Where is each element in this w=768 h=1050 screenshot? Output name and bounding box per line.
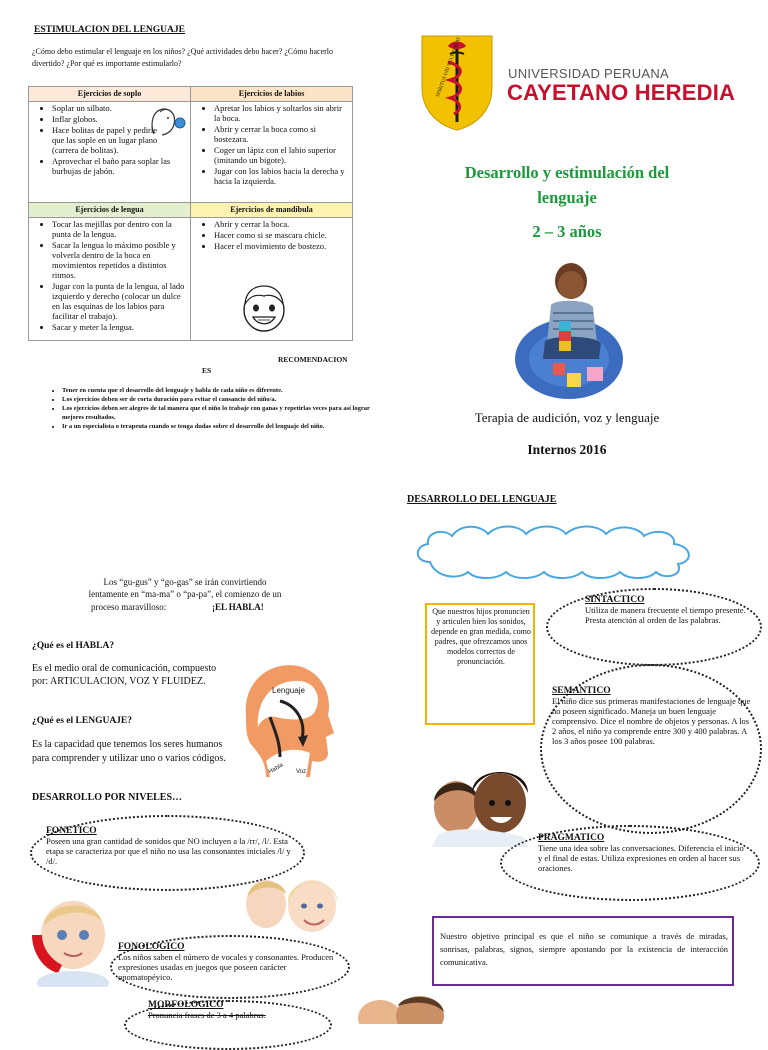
morfologico-box bbox=[148, 1000, 328, 1020]
lengua-item: • Sacar la lengua lo máximo posible y volverla dentro de la boca en movimientos repetidos a distintos ritmos. bbox=[52, 240, 187, 280]
baby-phone-photo bbox=[28, 895, 118, 987]
labios-item: • Coger un lápiz con el labio superior (imitando un bigote). bbox=[214, 145, 349, 165]
blowing-face-icon bbox=[146, 104, 186, 140]
lengua-cell bbox=[29, 218, 191, 341]
brochure-title bbox=[420, 160, 714, 210]
recs-title-b: ES bbox=[202, 366, 212, 375]
fonetico-box bbox=[46, 826, 294, 866]
age-range: 2 – 3 años bbox=[532, 222, 602, 241]
gugus-text bbox=[40, 576, 330, 600]
semantico-box bbox=[552, 686, 752, 746]
purple-box-text: Nuestro objetivo principal es que el niño se comunique a través de miradas, sonrisas, palabras, signos, siempre apostando por la existencia de interacción comunicativa. bbox=[440, 931, 728, 967]
labios-cell bbox=[191, 102, 353, 203]
whispering-kids-photo bbox=[244, 872, 344, 938]
soplo-item: • Soplar un silbato. bbox=[52, 103, 147, 113]
mandibula-cell bbox=[191, 218, 353, 341]
head-label-lenguaje: Lenguaje bbox=[272, 686, 305, 695]
semantico-text: El niño dice sus primeras manifestaciones de lenguaje que no poseen significado. Maneja un buen lenguaje comprensivo. Dice el nombre de objetos y personas. A los 2 años, el niño ya comprende entre 300 y 400 palabras. A los 3 años posee 100 palabras. bbox=[552, 696, 751, 746]
morfologico-text: Pronuncia frases de 3 a 4 palabras. bbox=[148, 1010, 266, 1020]
pragmatico-title: PRAGMATICO bbox=[538, 833, 605, 843]
fonologico-text: Los niños saben el número de vocales y consonantes. Producen expresiones usadas en juegos que poseen carácter onomatopéyico. bbox=[118, 952, 334, 982]
el-habla: ¡EL HABLA! bbox=[212, 602, 264, 612]
lengua-header: Ejercicios de lengua bbox=[29, 203, 191, 218]
left-heading: ESTIMULACION DEL LENGUAJE bbox=[34, 25, 185, 35]
labios-header: Ejercicios de labios bbox=[191, 87, 353, 102]
head-label-habla: Habla bbox=[267, 762, 285, 776]
lengua-item: • Jugar con la punta de la lengua, al lado izquierdo y derecho (colocar un dulce en las esquinas de los labios para facilitar el trabajo). bbox=[52, 281, 187, 321]
soplo-item: • Inflar globos. bbox=[52, 114, 147, 124]
rec-item: • Los ejercicios deben ser alegres de tal manera que el niño lo trabaje con ganas y repetirlas veces para así lograr mejores resultados. bbox=[62, 404, 372, 422]
smiling-boy-face-icon bbox=[236, 280, 292, 336]
a-habla: Es el medio oral de comunicación, compuesto por: ARTICULACION, VOZ Y FLUIDEZ. bbox=[32, 663, 217, 687]
head-speech-illustration bbox=[236, 657, 336, 785]
soplo-item: • Hace bolitas de papel y pedirle que las sople en un lugar plano (carrera de bolitas). bbox=[52, 125, 165, 155]
semantico-title: SEMANTICO bbox=[552, 686, 611, 696]
yellow-box-text: Que nuestros hijos pronuncien y articulen bien los sonidos, depende en gran medida, como padres, que ofrezcamos unos modelos correctos de pronunciación. bbox=[431, 607, 531, 666]
soplo-cell bbox=[29, 102, 191, 203]
desarrollo-heading: DESARROLLO DEL LENGUAJE bbox=[407, 494, 557, 505]
mandibula-item: • Hacer el movimiento de bostezo. bbox=[214, 241, 349, 251]
recommendations-list bbox=[40, 386, 372, 431]
sintactico-title: SINTACTICO bbox=[585, 595, 645, 605]
lengua-item: • Sacar y meter la lengua. bbox=[52, 322, 187, 332]
fonetico-text: Poseen una gran cantidad de sonidos que NO incluyen a la /rr/, /l/. Esta etapa se caracteriza por que el niño no usa las consonantes iniciales /l/ y /d/. bbox=[46, 836, 291, 866]
soplo-item: • Aprovechar el baño para soplar las burbujas de jabón. bbox=[52, 156, 187, 176]
title-line1: Desarrollo y estimulación del bbox=[464, 163, 670, 182]
niveles-heading: DESARROLLO POR NIVELES… bbox=[32, 792, 183, 803]
university-name-line1: UNIVERSIDAD PERUANA bbox=[508, 66, 670, 81]
rec-item: • Ir a un especialista o terapeuta cuando se tenga dudas sobre el desarrollo del lenguaje del niño. bbox=[62, 422, 372, 431]
internos-label: Internos 2016 bbox=[527, 442, 607, 457]
fonetico-title: FONETICO bbox=[46, 826, 97, 836]
cloud-shape bbox=[410, 518, 700, 582]
a-lenguaje: Es la capacidad que tenemos los seres humanos para comprender y utilizar uno o varios códigos. bbox=[32, 739, 226, 764]
therapy-label: Terapia de audición, voz y lenguaje bbox=[474, 410, 660, 425]
labios-item: • Jugar con los labios hacia la derecha y hacia la izquierda. bbox=[214, 166, 349, 186]
sintactico-text: Utiliza de manera frecuente el tiempo presente. Presta atención al orden de las palabras. bbox=[585, 605, 746, 625]
fonologico-title: FONOLOGICO bbox=[118, 942, 185, 952]
seal-motto: SPIRITUS UBI VULT SPIRAT bbox=[435, 36, 463, 98]
gugus-end: proceso maravilloso: bbox=[91, 602, 167, 612]
child-blocks-photo bbox=[515, 255, 623, 399]
recs-title-a: RECOMENDACION bbox=[278, 355, 348, 364]
head-label-voz: Voz bbox=[296, 769, 307, 775]
exercise-table bbox=[28, 86, 353, 341]
q-habla: ¿Qué es el HABLA? bbox=[32, 641, 115, 651]
pragmatico-box bbox=[538, 833, 748, 873]
gugus-line: Los “gu-gus” y “go-gas” se irán convirtiendo bbox=[103, 577, 267, 587]
morfologico-title: MORFOLOGICO bbox=[148, 1000, 224, 1010]
university-seal-logo bbox=[418, 32, 496, 132]
university-name-line2: CAYETANO HEREDIA bbox=[507, 80, 736, 105]
labios-item: • Apretar los labios y soltarlos sin abrir la boca. bbox=[214, 103, 349, 123]
two-kids-photo bbox=[428, 765, 534, 847]
bottom-kids-photo bbox=[350, 992, 450, 1024]
intro-text: ¿Cómo debo estimular el lenguaje en los niños? ¿Qué actividades debo hacer? ¿Cómo hacerlo divertido? ¿Por qué es importante estimularlo? bbox=[32, 47, 334, 68]
mandibula-item: • Hacer como si se mascara chicle. bbox=[214, 230, 349, 240]
sintactico-box bbox=[585, 595, 757, 625]
q-lenguaje: ¿Qué es el LENGUAJE? bbox=[32, 716, 133, 726]
mandibula-header: Ejercicios de mandíbula bbox=[191, 203, 353, 218]
title-line2: lenguaje bbox=[537, 188, 597, 207]
pragmatico-text: Tiene una idea sobre las conversaciones. Diferencia el inicio y el final de estas. Utiliza expresiones en orden al hacer sus oraciones. bbox=[538, 843, 744, 873]
lengua-item: • Tocar las mejillas por dentro con la punta de la lengua. bbox=[52, 219, 187, 239]
soplo-header: Ejercicios de soplo bbox=[29, 87, 191, 102]
gugus-line: lentamente en “ma-ma” o “pa-pa”, el comienzo de un bbox=[88, 589, 282, 599]
rec-item: • Los ejercicios deben ser de corta duración para evitar el cansancio del niño/a. bbox=[62, 395, 372, 404]
rec-item: • Tener en cuenta que el desarrollo del lenguaje y habla de cada niño es diferente. bbox=[62, 386, 372, 395]
mandibula-item: • Abrir y cerrar la boca. bbox=[214, 219, 349, 229]
fonologico-box bbox=[118, 942, 340, 982]
labios-item: • Abrir y cerrar la boca como si bostezara. bbox=[214, 124, 349, 144]
